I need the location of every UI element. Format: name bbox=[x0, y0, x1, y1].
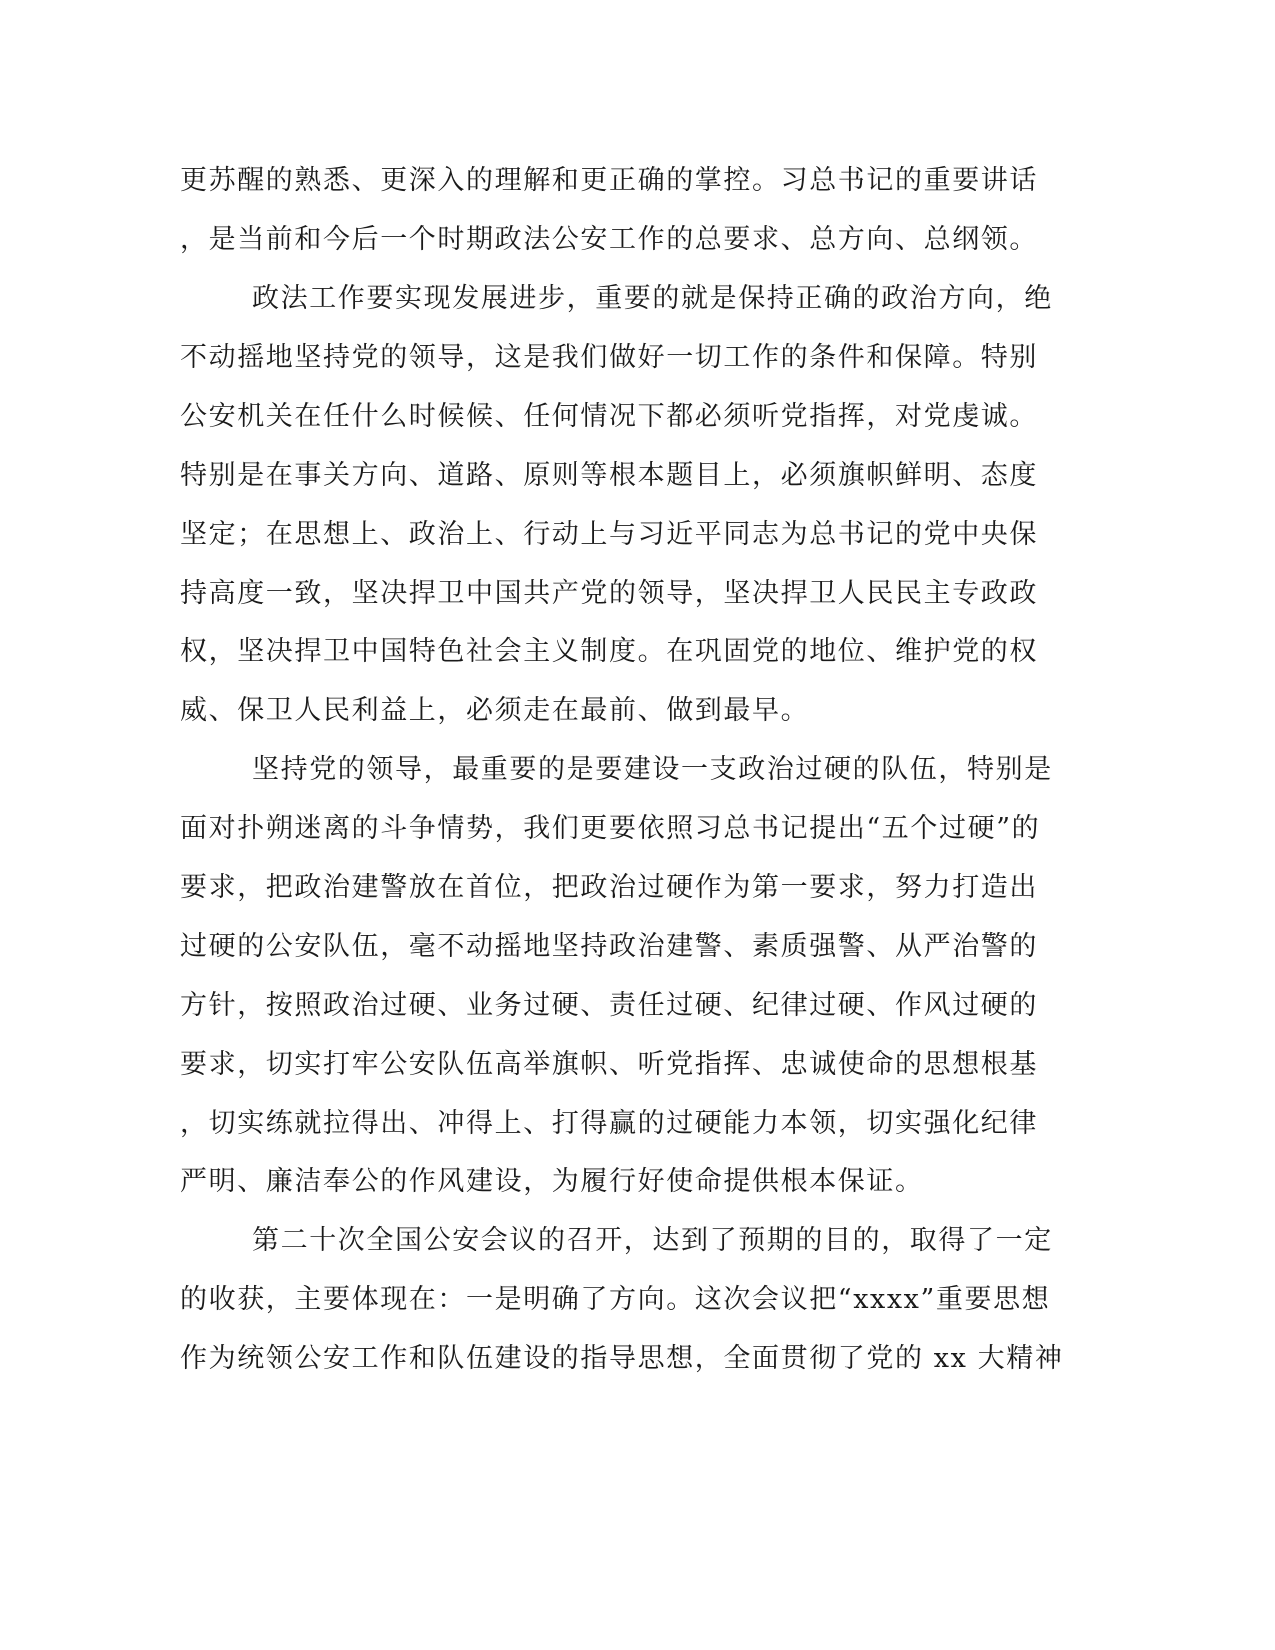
text-line: 更苏醒的熟悉、更深入的理解和更正确的掌控。习总书记的重要讲话 bbox=[180, 165, 1038, 196]
text-line: 公安机关在任什么时候候、任何情况下都必须听党指挥，对党虔诚。 bbox=[180, 401, 1038, 432]
text-line: 作为统领公安工作和队伍建设的指导思想，全面贯彻了党的 xx 大精神 bbox=[180, 1343, 1064, 1374]
text-line: 过硬的公安队伍，毫不动摇地坚持政治建警、素质强警、从严治警的 bbox=[180, 931, 1038, 962]
text-line: 要求，把政治建警放在首位，把政治过硬作为第一要求，努力打造出 bbox=[180, 872, 1038, 903]
text-line: 面对扑朔迷离的斗争情势，我们更要依照习总书记提出“五个过硬”的 bbox=[180, 813, 1041, 844]
text-line: 的收获，主要体现在：一是明确了方向。这次会议把“xxxx”重要思想 bbox=[180, 1284, 1051, 1315]
text-line: 坚定；在思想上、政治上、行动上与习近平同志为总书记的党中央保 bbox=[180, 519, 1038, 550]
paragraph-start-line: 第二十次全国公安会议的召开，达到了预期的目的，取得了一定 bbox=[252, 1225, 1053, 1256]
paragraph-start-line: 政法工作要实现发展进步，重要的就是保持正确的政治方向，绝 bbox=[252, 283, 1053, 314]
text-line: ，切实练就拉得出、冲得上、打得赢的过硬能力本领，切实强化纪律 bbox=[180, 1108, 1038, 1139]
text-line: 权，坚决捍卫中国特色社会主义制度。在巩固党的地位、维护党的权 bbox=[180, 636, 1038, 667]
text-line: 威、保卫人民利益上，必须走在最前、做到最早。 bbox=[180, 695, 810, 726]
text-line: 方针，按照政治过硬、业务过硬、责任过硬、纪律过硬、作风过硬的 bbox=[180, 990, 1038, 1021]
text-line: 严明、廉洁奉公的作风建设，为履行好使命提供根本保证。 bbox=[180, 1166, 924, 1197]
text-line: 持高度一致，坚决捍卫中国共产党的领导，坚决捍卫人民民主专政政 bbox=[180, 578, 1038, 609]
text-line: 要求，切实打牢公安队伍高举旗帜、听党指挥、忠诚使命的思想根基 bbox=[180, 1049, 1038, 1080]
text-line: 不动摇地坚持党的领导，这是我们做好一切工作的条件和保障。特别 bbox=[180, 342, 1038, 373]
paragraph-start-line: 坚持党的领导，最重要的是要建设一支政治过硬的队伍，特别是 bbox=[252, 754, 1053, 785]
text-line: 特别是在事关方向、道路、原则等根本题目上，必须旗帜鲜明、态度 bbox=[180, 460, 1038, 491]
text-line: ，是当前和今后一个时期政法公安工作的总要求、总方向、总纲领。 bbox=[180, 224, 1038, 255]
